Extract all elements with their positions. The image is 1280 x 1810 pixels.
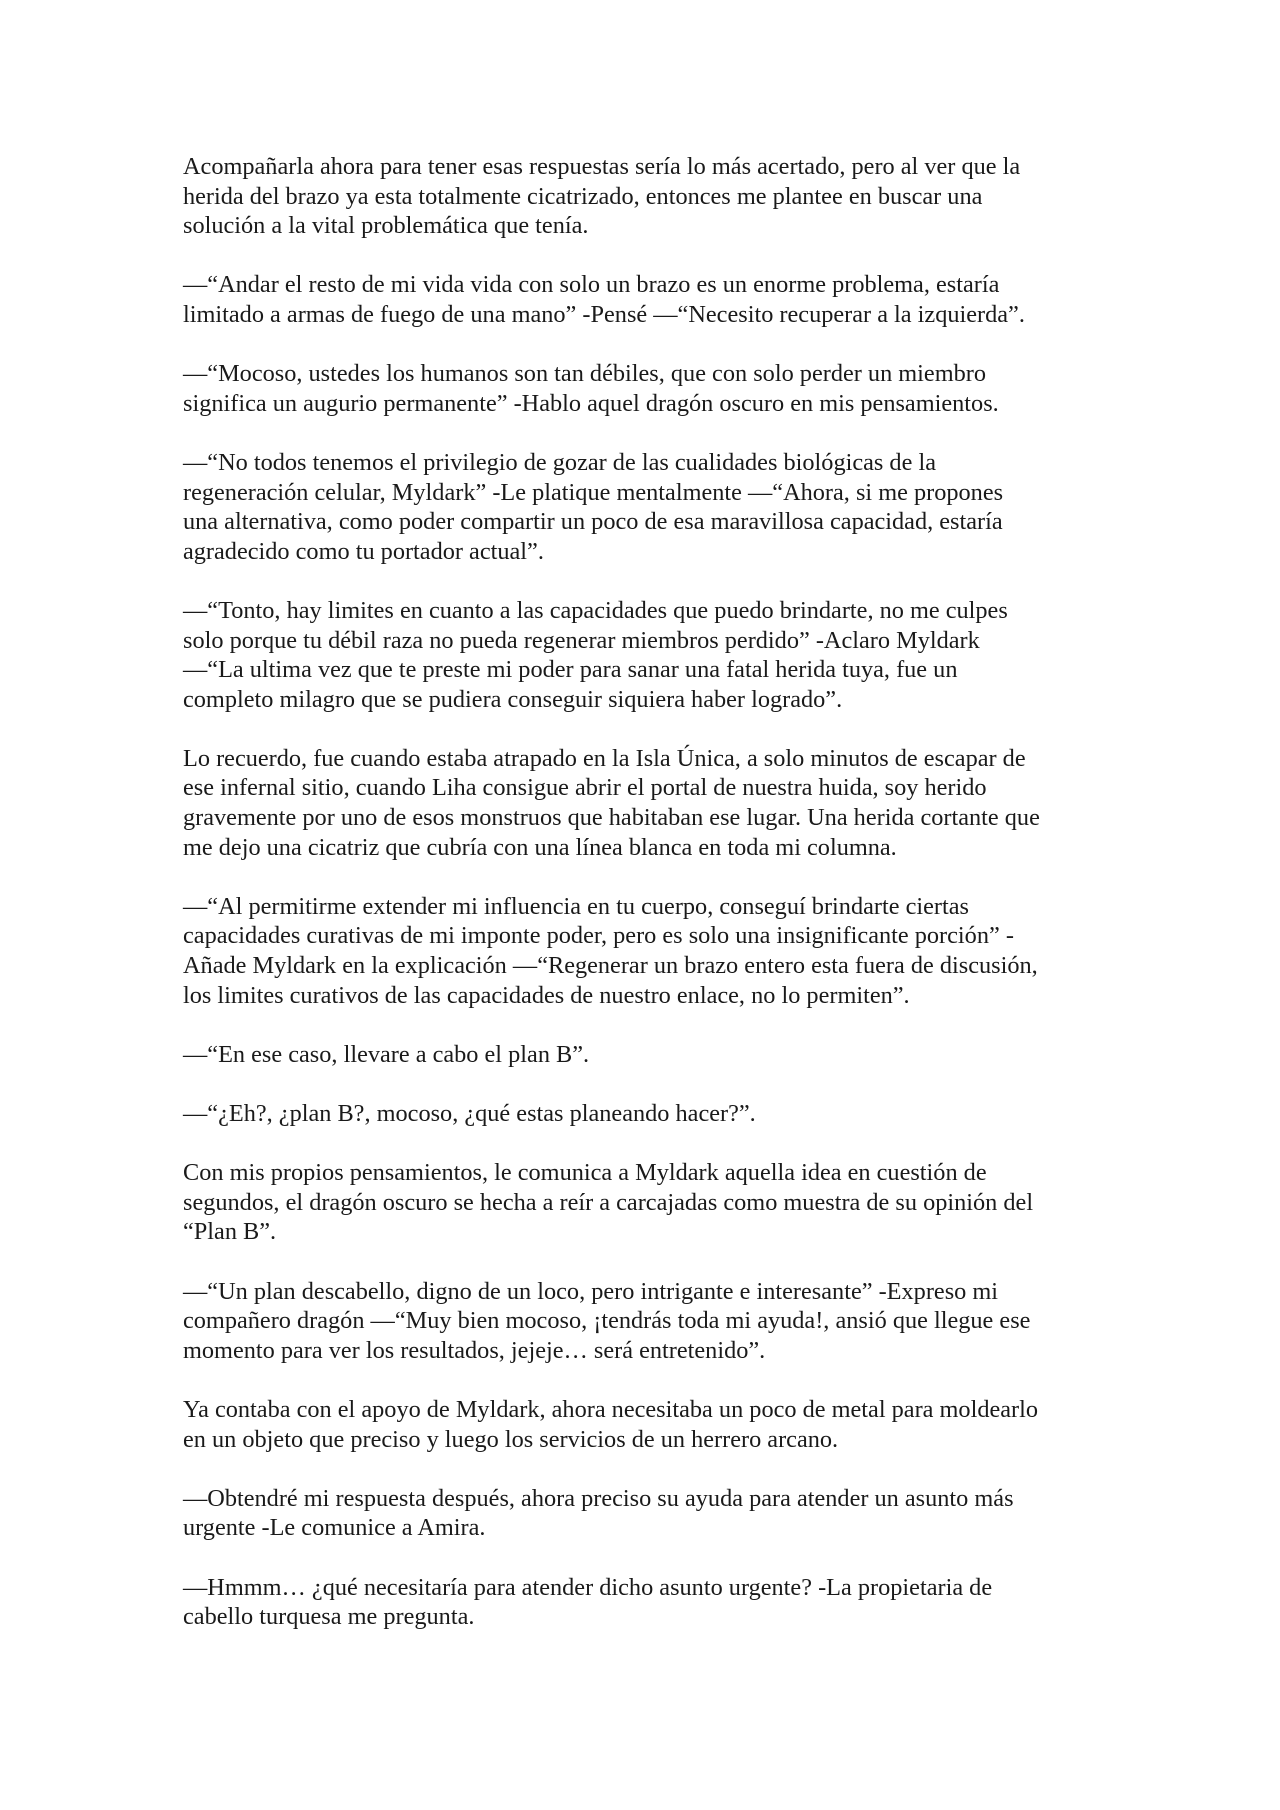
document-body [183,152,1103,1632]
paragraph: Acompañarla ahora para tener esas respuestas sería lo más acertado, pero al ver que la herida del brazo ya esta totalmente cicatrizado, entonces me plantee en buscar una solución a la vital problemática que tenía. [183,153,1021,240]
paragraph: —“¿Eh?, ¿plan B?, mocoso, ¿qué estas planeando hacer?”. [183,1100,756,1127]
paragraph: —Hmmm… ¿qué necesitaría para atender dicho asunto urgente? -La propietaria de cabello turquesa me pregunta. [183,1573,993,1631]
paragraph: —“En ese caso, llevare a cabo el plan B”. [183,1040,590,1068]
paragraph: —“Al permitirme extender mi influencia en tu cuerpo, conseguí brindarte ciertas capacidades curativas de mi imponte poder, pero es solo una insignificante porción” - Añade Myldark en la explicación —“Regenerar un brazo entero esta fuera de discusión, los limites curativos de las capacidades de nuestro enlace, no lo permiten”. [183,892,1038,1009]
paragraph: —Obtendré mi respuesta después, ahora preciso su ayuda para atender un asunto más urgente -Le comunice a Amira. [183,1484,1014,1542]
paragraph: —“Andar el resto de mi vida vida con solo un brazo es un enorme problema, estaría limitado a armas de fuego de una mano” -Pensé —“Necesito recuperar a la izquierda”. [183,271,1025,328]
paragraph: Con mis propios pensamientos, le comunica a Myldark aquella idea en cuestión de segundos, el dragón oscuro se hecha a reír a carcajadas como muestra de su opinión del “Plan B”. [183,1159,1034,1246]
paragraph: —“Mocoso, ustedes los humanos son tan débiles, que con solo perder un miembro significa un augurio permanente” -Hablo aquel dragón oscuro en mis pensamientos. [183,360,999,417]
paragraph: —“Tonto, hay limites en cuanto a las capacidades que puedo brindarte, no me culpes solo porque tu débil raza no pueda regenerar miembros perdido” -Aclaro Myldark —“La ultima vez que te preste mi poder para sanar una fatal herida tuya, fue un completo milagro que se pudiera conseguir siquiera haber logrado”. [183,596,1008,713]
paragraph: —“No todos tenemos el privilegio de gozar de las cualidades biológicas de la regeneración celular, Myldark” -Le platique mentalmente —“Ahora, si me propones una alternativa, como poder compartir un poco de esa maravillosa capacidad, estaría agradecido como tu portador actual”. [183,448,1004,565]
paragraph: Ya contaba con el apoyo de Myldark, ahora necesitaba un poco de metal para moldearlo en un objeto que preciso y luego los servicios de un herrero arcano. [183,1395,1039,1453]
paragraph: Lo recuerdo, fue cuando estaba atrapado en la Isla Única, a solo minutos de escapar de ese infernal sitio, cuando Liha consigue abrir el portal de nuestra huida, soy herido gravemente por uno de esos monstruos que habitaban ese lugar. Una herida cortante que me dejo una cicatriz que cubría con una línea blanca en toda mi columna. [183,744,1040,861]
paragraph: —“Un plan descabello, digno de un loco, pero intrigante e interesante” -Expreso mi compañero dragón —“Muy bien mocoso, ¡tendrás toda mi ayuda!, ansió que llegue ese momento para ver los resultados, jejeje… será entretenido”. [183,1277,1031,1364]
